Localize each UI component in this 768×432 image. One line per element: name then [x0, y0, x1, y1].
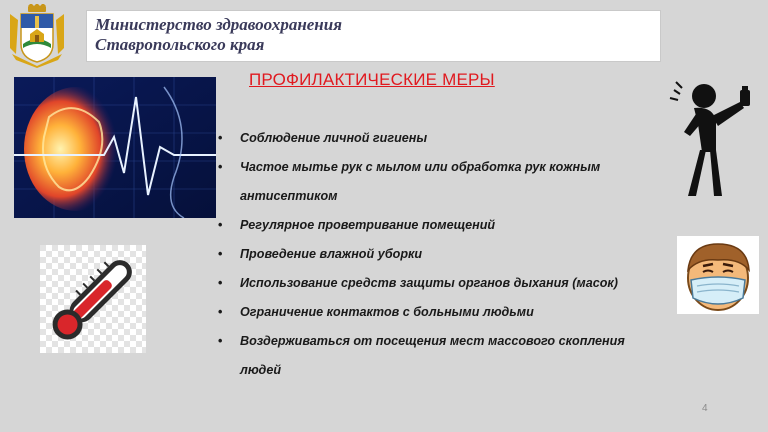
thermometer-icon [40, 245, 146, 353]
coughing-man-icon [666, 80, 756, 198]
list-item: • Использование средств защиты органов дыхания (масок) [216, 269, 666, 298]
ministry-line-1: Министерство здравоохранения [95, 15, 342, 34]
list-item: • Проведение влажной уборки [216, 240, 666, 269]
measures-list [216, 124, 666, 385]
list-item: • Соблюдение личной гигиены [216, 124, 666, 153]
face-mask-icon [677, 236, 759, 314]
list-item: • Воздерживаться от посещения мест массового скопления людей [216, 327, 666, 385]
slide-title: ПРОФИЛАКТИЧЕСКИЕ МЕРЫ [249, 70, 495, 89]
list-item: • Регулярное проветривание помещений [216, 211, 666, 240]
list-item: • Ограничение контактов с больными людьми [216, 298, 666, 327]
heart-ecg-icon [14, 77, 216, 218]
ministry-name [95, 15, 342, 55]
ministry-line-2: Ставропольского края [95, 35, 265, 54]
list-item: • Частое мытье рук с мылом или обработка рук кожным антисептиком [216, 153, 666, 211]
header-banner [86, 10, 661, 62]
coat-of-arms-icon [6, 4, 68, 68]
page-number: 4 [702, 403, 708, 414]
